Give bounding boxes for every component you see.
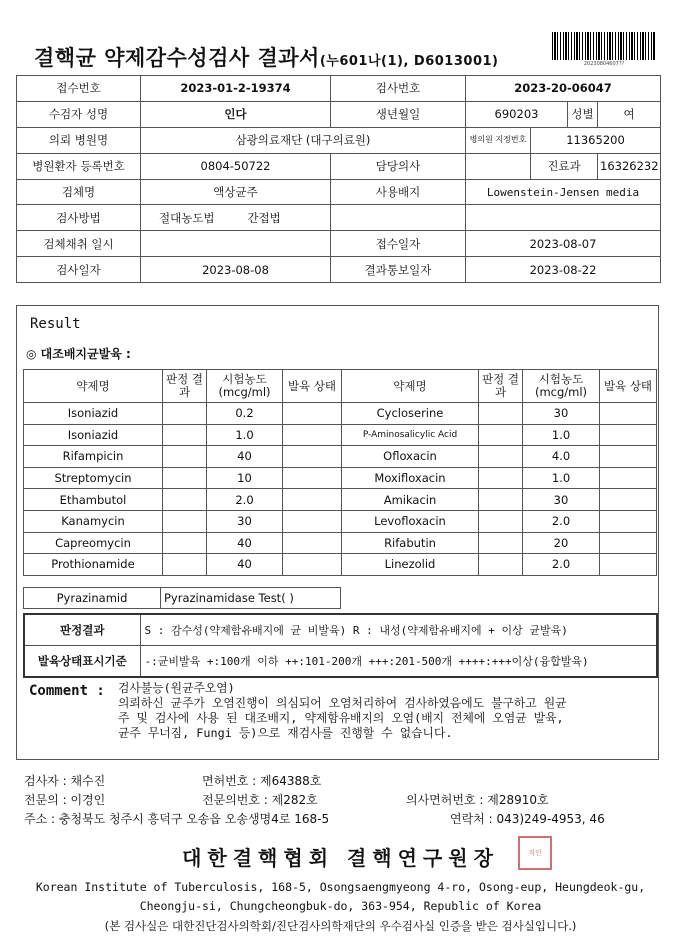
drug-name: Rifampicin xyxy=(24,446,163,468)
info-row xyxy=(17,76,661,102)
pyrazinamid-table xyxy=(23,587,341,609)
judge-result xyxy=(479,403,523,425)
organization-name: 대한결핵협회 결핵연구원장 xyxy=(182,846,499,870)
specialist: 전문의 : 이경인 xyxy=(24,793,106,807)
label-medium: 사용배지 xyxy=(331,179,466,205)
judge-result xyxy=(163,489,207,511)
comment-line: 균주 무너짐, Fungi 등)으로 재검사를 진행할 수 없습니다. xyxy=(118,726,453,740)
test-concentration: 0.2 xyxy=(207,403,283,425)
growth-status xyxy=(283,510,342,532)
report-date: 2023-08-22 xyxy=(466,257,661,283)
drug-name: Isoniazid xyxy=(24,403,163,425)
label-collection-date: 검체채취 일시 xyxy=(17,231,141,257)
judge-result xyxy=(479,446,523,468)
drug-name: P-Aminosalicylic Acid xyxy=(342,424,479,446)
judge-result xyxy=(163,532,207,554)
info-row xyxy=(17,179,661,205)
col-drug: 약제명 xyxy=(342,370,479,403)
drug-row xyxy=(24,467,657,489)
drug-name: Moxifloxacin xyxy=(342,467,479,489)
test-concentration: 2.0 xyxy=(523,510,600,532)
test-concentration: 40 xyxy=(207,554,283,576)
test-concentration: 2.0 xyxy=(523,554,600,576)
test-concentration: 20 xyxy=(523,532,600,554)
empty-cell xyxy=(331,205,466,231)
signature-line-3 xyxy=(24,810,664,827)
judge-result xyxy=(163,446,207,468)
department: 16326232 xyxy=(598,153,661,179)
col-drug: 약제명 xyxy=(24,370,163,403)
label-sex: 성별 xyxy=(568,101,598,127)
drug-table-header xyxy=(24,370,657,403)
receipt-no: 2023-01-2-19374 xyxy=(141,76,331,102)
test-no: 2023-20-06047 xyxy=(466,76,661,102)
col-judge: 판정 결과 xyxy=(163,370,207,403)
barcode-number: 20230804607?? xyxy=(583,61,625,67)
patient-reg-no: 0804-50722 xyxy=(141,153,331,179)
growth-criteria: -:균비발육 +:100개 이하 ++:101-200개 +++:201-500개 ++++:+++이상(융합발육) xyxy=(140,646,657,678)
empty-cell xyxy=(466,205,661,231)
label-method: 검사방법 xyxy=(17,205,141,231)
judge-result xyxy=(479,489,523,511)
patient-info-table xyxy=(16,75,661,283)
growth-status xyxy=(600,510,657,532)
specimen: 액상균주 xyxy=(141,179,331,205)
pyrazinamidase-test: Pyrazinamidase Test( ) xyxy=(161,588,341,609)
title-text: 결핵균 약제감수성검사 결과서 xyxy=(34,46,320,70)
test-date: 2023-08-08 xyxy=(141,257,331,283)
label-receipt-no: 접수번호 xyxy=(17,76,141,102)
label-hospital-id: 병의원 지정번호 xyxy=(466,127,531,153)
growth-status xyxy=(283,424,342,446)
judge-result xyxy=(479,424,523,446)
legend-table xyxy=(23,613,658,678)
control-growth-heading: ◎ 대조배지균발육 : xyxy=(26,347,131,361)
address-english-2: Cheongju-si, Chungcheongbuk-do, 363-954, Republic of Korea xyxy=(139,899,542,913)
comment-label: Comment : xyxy=(29,683,105,699)
comment-line: 검사불능(원균주오염) xyxy=(118,681,235,695)
judge-result xyxy=(479,510,523,532)
comment-line: 주 및 검사에 사용 된 대조배지, 약제함유배지의 오염(배지 전체에 오염균 발육, xyxy=(118,711,564,725)
label-doctor: 담당의사 xyxy=(331,153,466,179)
growth-status xyxy=(283,467,342,489)
drug-name: Cycloserine xyxy=(342,403,479,425)
judge-result xyxy=(479,467,523,489)
test-concentration: 30 xyxy=(523,489,600,511)
birthdate: 690203 xyxy=(466,101,568,127)
judge-result xyxy=(163,554,207,576)
drug-name: Streptomycin xyxy=(24,467,163,489)
official-seal-icon: 직인 xyxy=(518,836,552,870)
doctor xyxy=(466,153,531,179)
examiner-license: 면허번호 : 제64388호 xyxy=(202,774,322,788)
col-growth: 발육 상태 xyxy=(600,370,657,403)
label-birthdate: 생년월일 xyxy=(331,101,466,127)
document-title xyxy=(34,42,498,72)
label-patient-reg-no: 병원환자 등록번호 xyxy=(17,153,141,179)
growth-status xyxy=(600,554,657,576)
growth-status xyxy=(283,403,342,425)
test-concentration: 40 xyxy=(207,446,283,468)
growth-status xyxy=(600,532,657,554)
address: 주소 : 충청북도 청주시 흥덕구 오송읍 오송생명4로 168-5 xyxy=(24,812,330,826)
test-concentration: 4.0 xyxy=(523,446,600,468)
judge-result xyxy=(479,554,523,576)
comment-text xyxy=(118,681,648,741)
drug-row xyxy=(24,554,657,576)
info-row xyxy=(17,153,661,179)
growth-status xyxy=(600,446,657,468)
drug-name: Amikacin xyxy=(342,489,479,511)
medium: Lowenstein-Jensen media xyxy=(466,179,661,205)
received-date: 2023-08-07 xyxy=(466,231,661,257)
drug-name: Capreomycin xyxy=(24,532,163,554)
test-concentration: 1.0 xyxy=(523,467,600,489)
growth-status xyxy=(283,532,342,554)
drug-name: Prothionamide xyxy=(24,554,163,576)
drug-row xyxy=(24,510,657,532)
legend-row xyxy=(24,646,657,678)
judge-result xyxy=(163,403,207,425)
method-indirect: 간접법 xyxy=(247,210,281,225)
label-patient-name: 수검자 성명 xyxy=(17,101,141,127)
label-received-date: 접수일자 xyxy=(331,231,466,257)
drug-results-table xyxy=(23,369,657,576)
drug-name: Rifabutin xyxy=(342,532,479,554)
info-row xyxy=(17,127,661,153)
method xyxy=(141,205,331,231)
drug-name: Levofloxacin xyxy=(342,510,479,532)
examiner: 검사자 : 채수진 xyxy=(24,774,106,788)
title-code: (누601나(1), D6013001) xyxy=(319,54,499,69)
judge-result xyxy=(479,532,523,554)
info-row xyxy=(17,101,661,127)
collection-date xyxy=(141,231,331,257)
test-concentration: 2.0 xyxy=(207,489,283,511)
drug-name: Isoniazid xyxy=(24,424,163,446)
label-report-date: 결과통보일자 xyxy=(331,257,466,283)
drug-name: Linezolid xyxy=(342,554,479,576)
label-test-no: 검사번호 xyxy=(331,76,466,102)
drug-row xyxy=(24,446,657,468)
judge-result xyxy=(163,510,207,532)
growth-status xyxy=(600,467,657,489)
info-row xyxy=(17,231,661,257)
label-hospital: 의뢰 병원명 xyxy=(17,127,141,153)
address-english-1: Korean Institute of Tuberculosis, 168-5, Osongsaengmyeong 4-ro, Osong-eup, Heungdeok-gu, xyxy=(35,880,646,894)
test-concentration: 1.0 xyxy=(523,424,600,446)
info-row xyxy=(17,257,661,283)
specialist-no: 전문의번호 : 제282호 xyxy=(202,793,318,807)
col-growth: 발육 상태 xyxy=(283,370,342,403)
label-test-date: 검사일자 xyxy=(17,257,141,283)
drug-row xyxy=(24,403,657,425)
col-judge: 판정 결과 xyxy=(479,370,523,403)
test-concentration: 1.0 xyxy=(207,424,283,446)
test-concentration: 30 xyxy=(207,510,283,532)
drug-name: Ethambutol xyxy=(24,489,163,511)
contact: 연락처 : 043)249-4953, 46 xyxy=(450,812,605,826)
judgement-criteria: S : 감수성(약제함유배지에 균 비발육) R : 내성(약제함유배지에 + 이상 균발육) xyxy=(140,614,657,646)
method-absolute: 절대농도법 xyxy=(159,210,215,225)
test-concentration: 10 xyxy=(207,467,283,489)
sex: 여 xyxy=(598,101,661,127)
growth-status xyxy=(600,403,657,425)
barcode xyxy=(552,32,656,60)
judge-result xyxy=(163,467,207,489)
label-judgement: 판정결과 xyxy=(24,614,140,646)
judge-result xyxy=(163,424,207,446)
signature-line-1 xyxy=(24,772,322,789)
pyrazinamid-label: Pyrazinamid xyxy=(24,588,161,609)
growth-status xyxy=(283,554,342,576)
growth-status xyxy=(600,489,657,511)
drug-name: Kanamycin xyxy=(24,510,163,532)
result-heading: Result xyxy=(30,316,81,332)
growth-status xyxy=(600,424,657,446)
growth-status xyxy=(283,446,342,468)
drug-row xyxy=(24,532,657,554)
test-concentration: 30 xyxy=(523,403,600,425)
test-concentration: 40 xyxy=(207,532,283,554)
drug-row xyxy=(24,489,657,511)
doctor-license: 의사면허번호 : 제28910호 xyxy=(406,793,549,807)
signature-line-2 xyxy=(24,791,644,808)
certification-note: (본 검사실은 대한진단검사의학회/진단검사의학재단의 우수검사실 인증을 받은 검사실입니다.) xyxy=(104,919,577,933)
growth-status xyxy=(283,489,342,511)
drug-name: Ofloxacin xyxy=(342,446,479,468)
col-conc: 시험농도 (mcg/ml) xyxy=(207,370,283,403)
patient-name: 인다 xyxy=(141,101,331,127)
drug-row xyxy=(24,424,657,446)
label-specimen: 검체명 xyxy=(17,179,141,205)
comment-line: 의뢰하신 균주가 오염진행이 의심되어 오염처리하여 검사하였음에도 불구하고 원균 xyxy=(118,696,567,710)
info-row xyxy=(17,205,661,231)
col-conc: 시험농도 (mcg/ml) xyxy=(523,370,600,403)
label-department: 진료과 xyxy=(531,153,598,179)
legend-row xyxy=(24,614,657,646)
hospital-id: 11365200 xyxy=(531,127,661,153)
hospital-name: 삼광의료재단 (대구의료원) xyxy=(141,127,466,153)
label-growth-criteria: 발육상태표시기준 xyxy=(24,646,140,678)
pyrazinamid-row xyxy=(24,588,341,609)
